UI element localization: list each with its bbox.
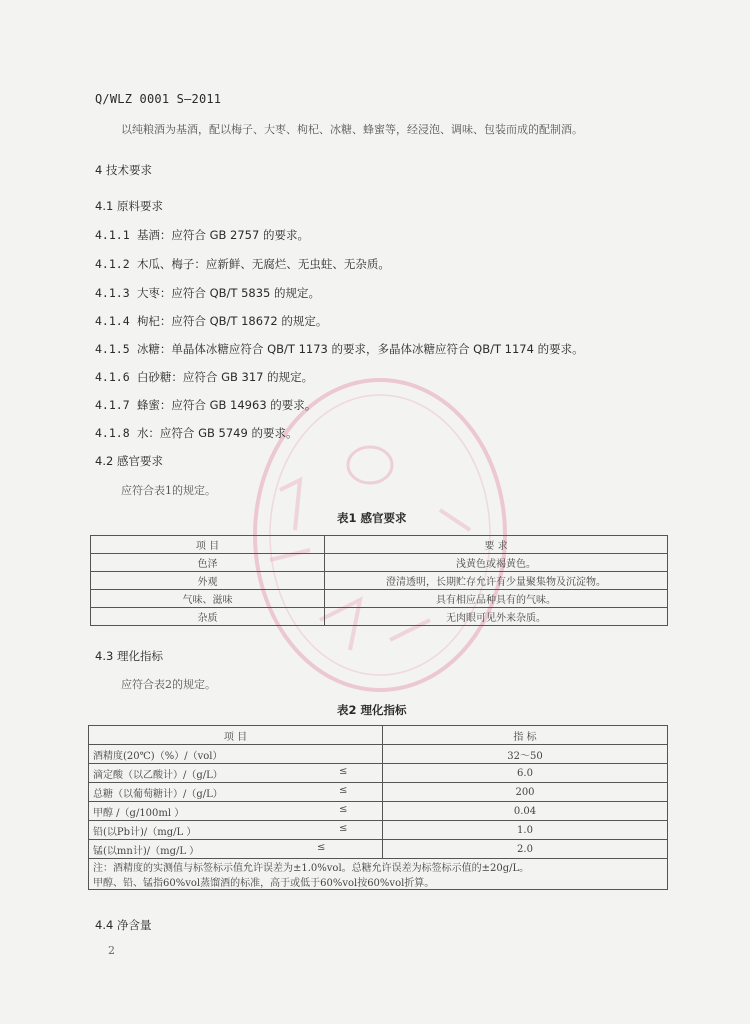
item-text: 木瓜、梅子：应新鲜、无腐烂、无虫蛀、无杂质。 <box>136 257 390 271</box>
table1-caption: 表1 感官要求 <box>337 511 407 525</box>
indicator-name: 甲醇 /（g/100ml ） <box>93 807 185 819</box>
note-line: 注：酒精度的实测值与标签标示值允许误差为±1.0%vol。总糖允许误差为标签标示值的±20g/L。 <box>93 863 530 874</box>
table-note <box>89 859 668 890</box>
page-number: 2 <box>108 944 115 957</box>
item-number: 4.1.1 <box>95 228 130 242</box>
indicator-name: 总糖（以葡萄糖计）/（g/L） <box>93 788 223 800</box>
table2-caption: 表2 理化指标 <box>337 703 407 717</box>
item-text: 水：应符合 GB 5749 的要求。 <box>136 426 298 440</box>
item-text: 白砂糖：应符合 GB 317 的规定。 <box>136 370 314 384</box>
table-header-cell: 项 目 <box>91 536 325 554</box>
item-4-1-4 <box>95 313 327 329</box>
table-cell: 外观 <box>91 572 325 590</box>
table-row <box>89 764 668 783</box>
table-cell: 2.0 <box>383 840 668 859</box>
section-4-1-heading: 4.1 原料要求 <box>95 199 163 213</box>
item-4-1-5 <box>95 341 584 357</box>
table-header-row <box>91 536 668 554</box>
document-id: Q/WLZ 0001 S—2011 <box>95 92 222 106</box>
table-row <box>89 802 668 821</box>
item-number: 4.1.8 <box>95 426 130 440</box>
comparison-symbol: ≤ <box>317 842 326 853</box>
table-row <box>89 745 668 764</box>
table-header-row <box>89 726 668 745</box>
item-4-1-7 <box>95 397 316 413</box>
table-header-cell: 指 标 <box>383 726 668 745</box>
table-cell: 澄清透明，长期贮存允许有少量聚集物及沉淀物。 <box>325 572 668 590</box>
comparison-symbol: ≤ <box>339 785 348 796</box>
table-header-cell: 项 目 <box>89 726 383 745</box>
note-line: 甲醇、铅、锰指60%vol蒸馏酒的标准，高于或低于60%vol按60%vol折算。 <box>93 878 435 889</box>
table-cell <box>89 764 383 783</box>
indicator-name: 铅(以Pb计)/（mg/L ） <box>93 826 197 838</box>
table-cell: 具有相应品种具有的气味。 <box>325 590 668 608</box>
comparison-symbol: ≤ <box>339 766 348 777</box>
table-cell: 杂质 <box>91 608 325 626</box>
item-4-1-8 <box>95 425 297 441</box>
section-4-heading: 4 技术要求 <box>95 163 152 177</box>
table-cell <box>89 840 383 859</box>
table-cell: 无肉眼可见外来杂质。 <box>325 608 668 626</box>
table-cell: 1.0 <box>383 821 668 840</box>
item-number: 4.1.4 <box>95 314 130 328</box>
item-number: 4.1.3 <box>95 286 130 300</box>
table-cell <box>89 802 383 821</box>
table-cell <box>89 783 383 802</box>
physicochemical-indicators-table <box>88 725 668 890</box>
sensory-requirements-table <box>90 535 668 626</box>
table-row <box>91 608 668 626</box>
table-cell: 32～50 <box>383 745 668 764</box>
item-text: 蜂蜜：应符合 GB 14963 的要求。 <box>136 398 317 412</box>
section-4-2-heading: 4.2 感官要求 <box>95 454 163 468</box>
table-row <box>89 821 668 840</box>
table-header-cell: 要 求 <box>325 536 668 554</box>
comparison-symbol: ≤ <box>339 804 348 815</box>
table-cell: 色泽 <box>91 554 325 572</box>
item-text: 基酒：应符合 GB 2757 的要求。 <box>136 228 309 242</box>
table-cell <box>89 821 383 840</box>
table-cell: 浅黄色或褐黄色。 <box>325 554 668 572</box>
table-cell: 0.04 <box>383 802 668 821</box>
table-row <box>89 840 668 859</box>
item-4-1-3 <box>95 285 320 301</box>
item-4-1-6 <box>95 369 313 385</box>
indicator-name: 酒精度(20℃)（%）/（vol） <box>93 750 223 762</box>
item-text: 冰糖：单晶体冰糖应符合 QB/T 1173 的要求，多晶体冰糖应符合 QB/T 1174 的要求。 <box>136 342 584 356</box>
table-row <box>91 590 668 608</box>
item-text: 大枣：应符合 QB/T 5835 的规定。 <box>136 286 321 300</box>
section-4-2-text: 应符合表1的规定。 <box>121 484 216 497</box>
table-row <box>89 783 668 802</box>
intro-paragraph: 以纯粮酒为基酒，配以梅子、大枣、枸杞、冰糖、蜂蜜等，经浸泡、调味、包装而成的配制酒。 <box>121 123 583 136</box>
item-number: 4.1.6 <box>95 370 130 384</box>
indicator-name: 滴定酸（以乙酸计）/（g/L） <box>93 769 223 781</box>
table-note-row <box>89 859 668 890</box>
section-4-3-text: 应符合表2的规定。 <box>121 678 216 691</box>
table-cell: 气味、滋味 <box>91 590 325 608</box>
section-4-4-heading: 4.4 净含量 <box>95 918 152 932</box>
table-cell <box>89 745 383 764</box>
table-row <box>91 554 668 572</box>
item-number: 4.1.7 <box>95 398 130 412</box>
item-text: 枸杞：应符合 QB/T 18672 的规定。 <box>136 314 328 328</box>
indicator-name: 锰(以mn计)/（mg/L ） <box>93 845 200 857</box>
table-row <box>91 572 668 590</box>
item-number: 4.1.2 <box>95 257 130 271</box>
table-cell: 6.0 <box>383 764 668 783</box>
item-4-1-2 <box>95 256 390 272</box>
section-4-3-heading: 4.3 理化指标 <box>95 649 163 663</box>
table-cell: 200 <box>383 783 668 802</box>
comparison-symbol: ≤ <box>339 823 348 834</box>
item-4-1-1 <box>95 227 309 243</box>
item-number: 4.1.5 <box>95 342 130 356</box>
